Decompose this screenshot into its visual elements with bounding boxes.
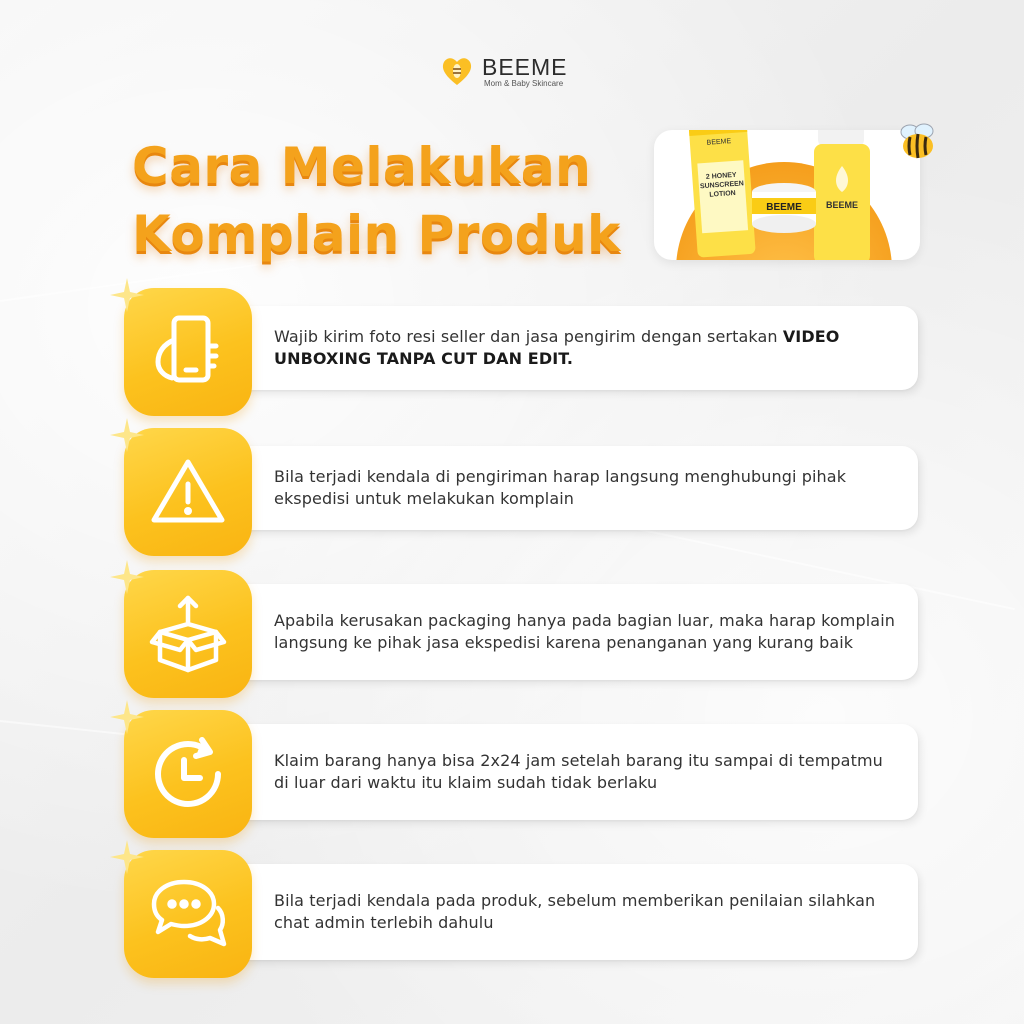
step-icon-box-5	[124, 850, 252, 978]
cream-jar	[752, 183, 816, 233]
sparkle-icon	[110, 560, 144, 594]
title-line-2: Komplain Produk	[132, 205, 621, 263]
sparkle-icon	[110, 840, 144, 874]
brand-name: BEEME	[482, 53, 568, 80]
step-card-5	[236, 864, 918, 960]
svg-text:2 HONEY: 2 HONEY	[705, 171, 737, 181]
clock-refresh-icon	[146, 732, 230, 816]
step-card-3	[236, 584, 918, 680]
product-image	[654, 130, 920, 260]
sparkle-icon	[110, 700, 144, 734]
step-text-5: Bila terjadi kendala pada produk, sebelum memberikan penilaian silahkan chat admin terlebih dahulu	[274, 891, 876, 932]
box-upload-icon	[146, 592, 230, 676]
svg-text:LOTION: LOTION	[709, 189, 736, 199]
step-icon-box-2	[124, 428, 252, 556]
sparkle-icon	[110, 418, 144, 452]
step-text-4: Klaim barang hanya bisa 2x24 jam setelah barang itu sampai di tempatmu di luar dari waktu itu klaim sudah tidak berlaku	[274, 751, 883, 792]
chat-bubbles-icon	[146, 872, 230, 956]
sunscreen-tube	[688, 130, 756, 258]
step-card-4	[236, 724, 918, 820]
svg-text:BEEME: BEEME	[825, 200, 859, 210]
svg-text:SUNSCREEN: SUNSCREEN	[699, 180, 745, 191]
bee-mascot-icon	[896, 122, 940, 162]
phone-hand-icon	[146, 310, 230, 394]
svg-text:BEEME: BEEME	[766, 202, 802, 213]
step-text-2: Bila terjadi kendala di pengiriman harap langsung menghubungi pihak ekspedisi untuk melakukan komplain	[274, 467, 847, 508]
brand-tagline: Mom & Baby Skincare	[484, 78, 564, 88]
step-icon-box-4	[124, 710, 252, 838]
step-card-2	[236, 446, 918, 530]
svg-text:BEEME: BEEME	[706, 138, 732, 147]
warning-icon	[146, 450, 230, 534]
title-line-1: Cara Melakukan	[132, 137, 592, 195]
step-card-1	[236, 306, 918, 390]
brand-logo	[440, 54, 568, 88]
step-text-1: Wajib kirim foto resi seller dan jasa pengirim dengan sertakan VIDEO UNBOXING TANPA CUT DAN EDIT.	[274, 327, 840, 368]
pump-bottle	[814, 130, 870, 260]
bee-heart-icon	[440, 54, 474, 88]
product-illustration	[654, 130, 920, 260]
step-text-3: Apabila kerusakan packaging hanya pada bagian luar, maka harap komplain langsung ke pihak jasa ekspedisi karena penanganan yang kurang baik	[274, 611, 895, 652]
step-icon-box-3	[124, 570, 252, 698]
page-title	[132, 132, 621, 268]
step-icon-box-1	[124, 288, 252, 416]
sparkle-icon	[110, 278, 144, 312]
